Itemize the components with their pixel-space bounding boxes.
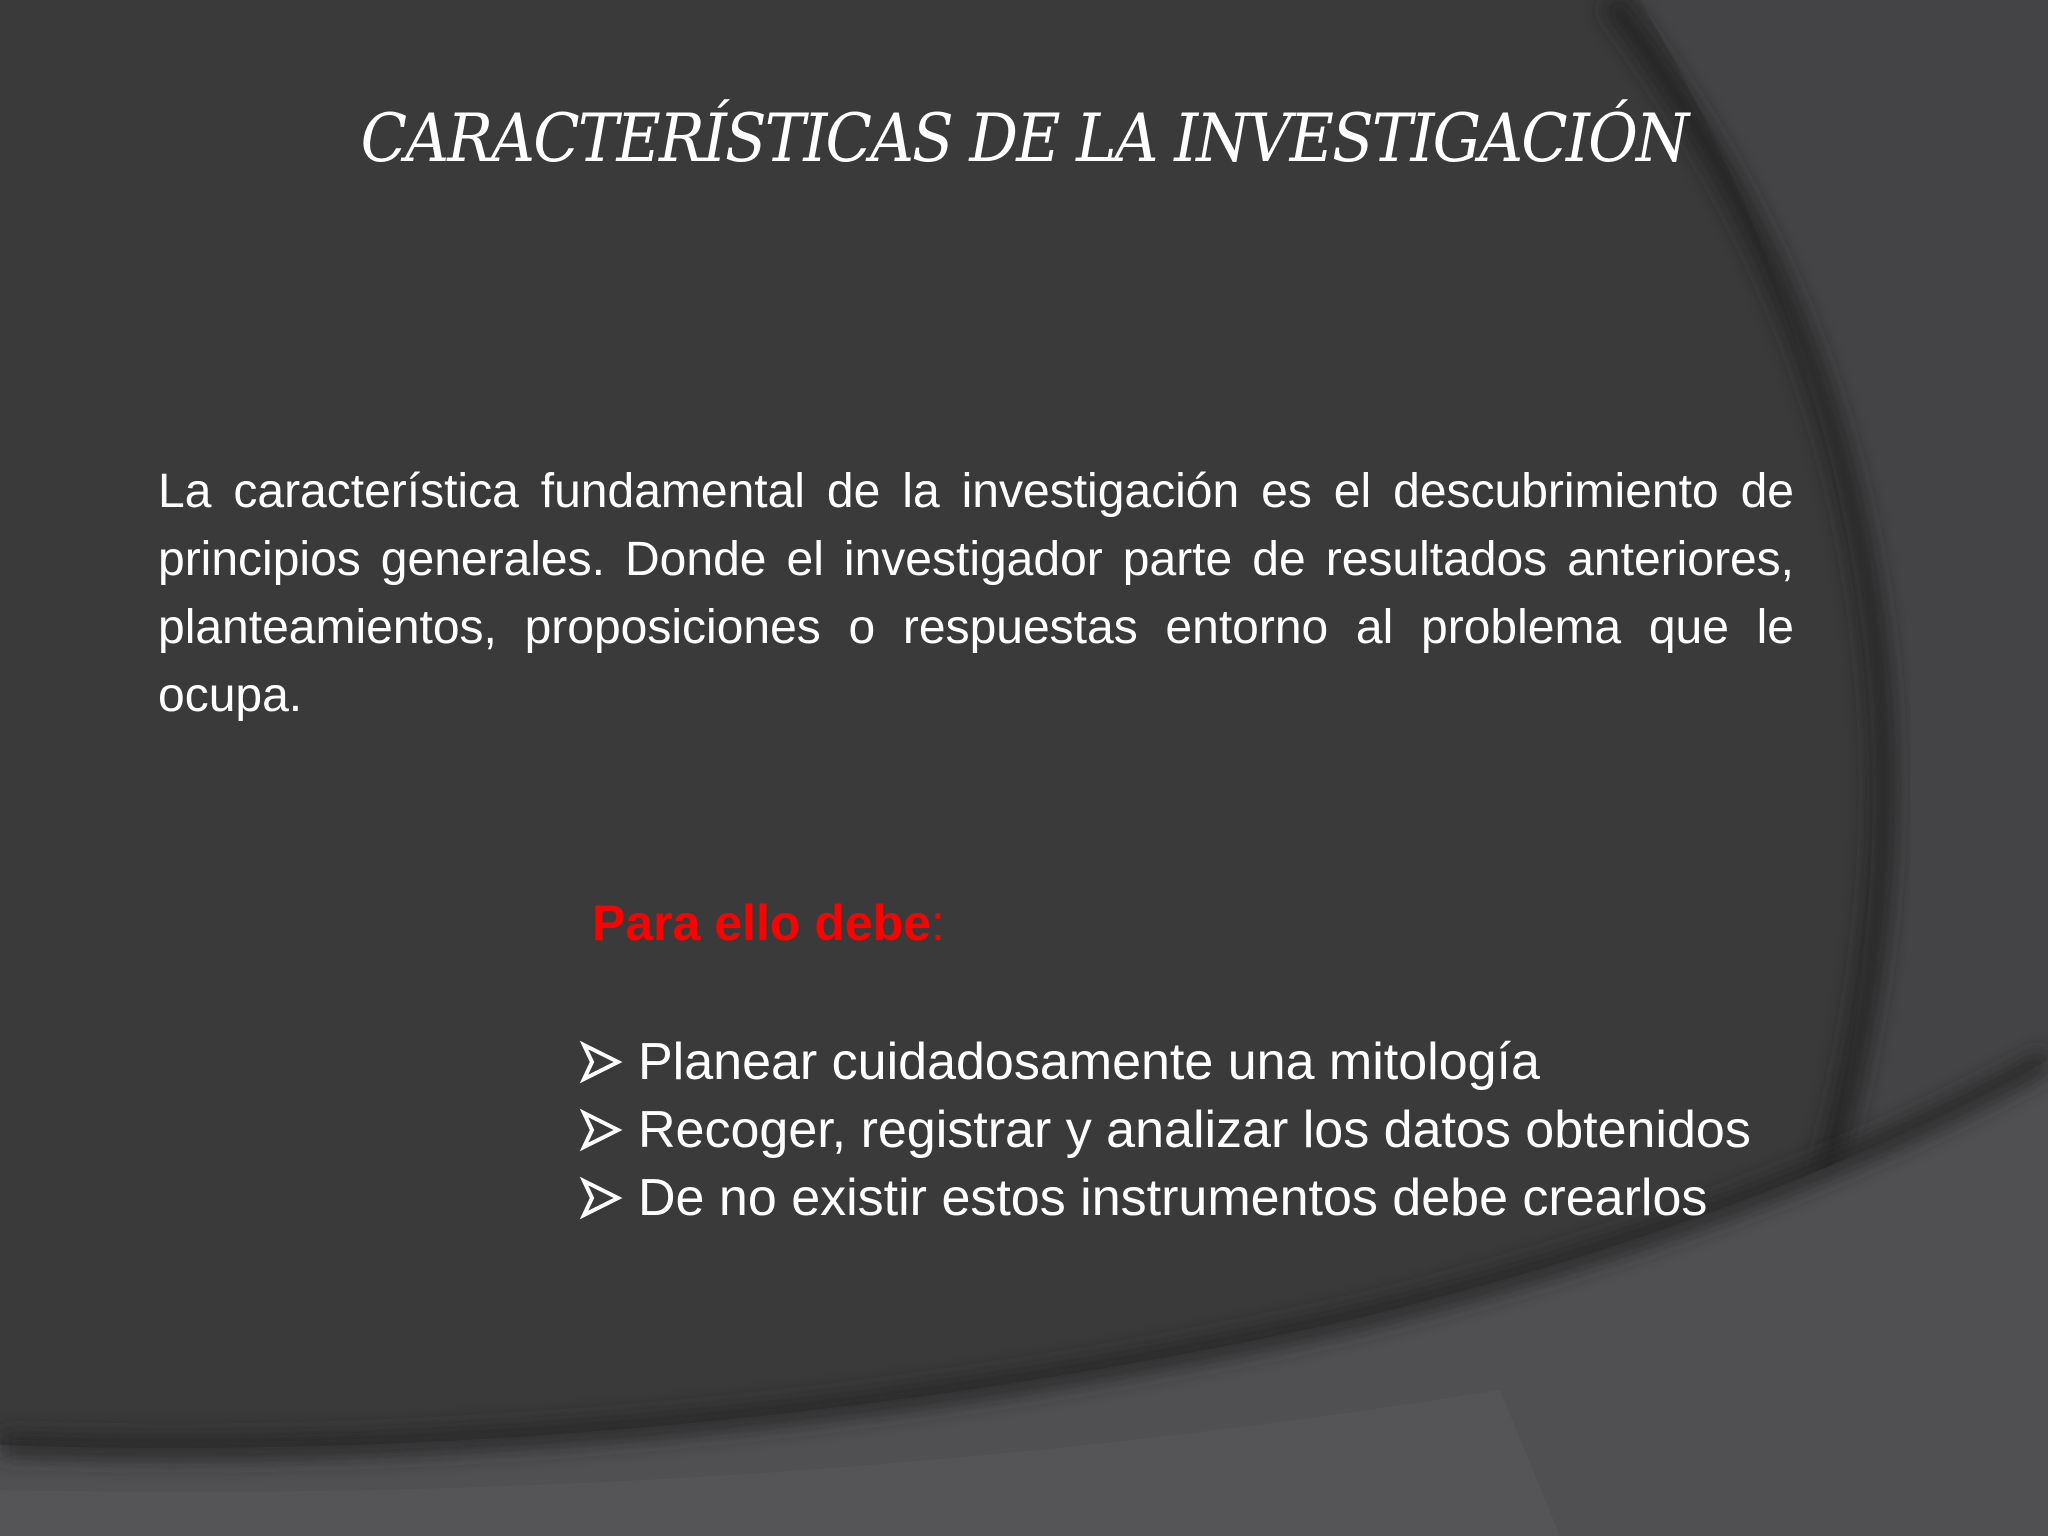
lead-colon: : <box>931 895 945 951</box>
bullet-text: Planear cuidadosamente una mitología <box>638 1033 1540 1091</box>
arrowhead-bullet-icon <box>578 1175 624 1221</box>
bullet-text: De no existir estos instrumentos debe crearlos <box>638 1169 1708 1227</box>
lead-heading <box>592 894 945 952</box>
bullet-text: Recoger, registrar y analizar los datos obtenidos <box>638 1101 1751 1159</box>
main-paragraph: La característica fundamental de la investigación es el descubrimiento de principios generales. Donde el investigador parte de resultados anteriores, planteamientos, proposiciones o respuestas entorno al problema que le ocupa. <box>158 465 1794 722</box>
bullet-list <box>578 1028 1751 1232</box>
arrowhead-bullet-icon <box>578 1107 624 1153</box>
list-item <box>578 1164 1751 1232</box>
list-item <box>578 1028 1751 1096</box>
slide-title: CARACTERÍSTICAS DE LA INVESTIGACIÓN <box>360 100 1688 177</box>
lead-label: Para ello debe <box>592 895 932 951</box>
list-item <box>578 1096 1751 1164</box>
arrowhead-bullet-icon <box>578 1039 624 1085</box>
